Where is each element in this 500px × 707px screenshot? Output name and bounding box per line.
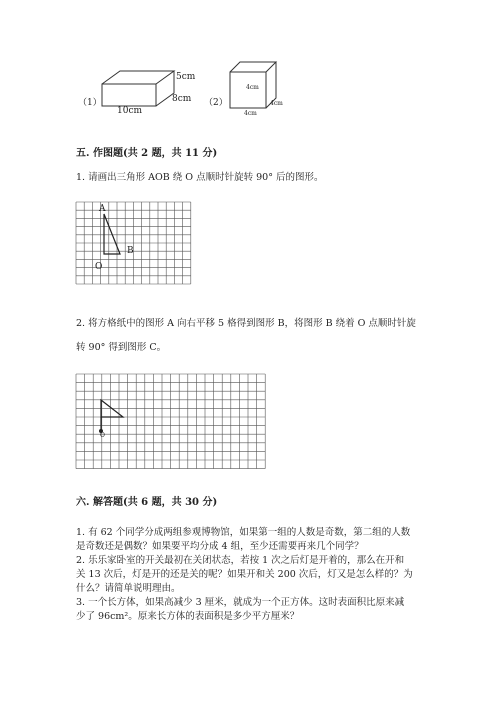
cuboid-figure [100, 68, 180, 108]
question-6-2-line1: 2. 乐乐家卧室的开关最初在关闭状态，若按 1 次之后灯是开着的，那么在开和 [76, 555, 405, 566]
grid1-label-o: O [95, 262, 103, 272]
question-5-2-line1: 2. 将方格纸中的图形 A 向右平移 5 格得到图形 B，将图形 B 绕着 O 点顺时针旋 [76, 318, 416, 329]
grid-5-2 [76, 374, 272, 474]
cube-bottom-label: 4cm [244, 110, 257, 117]
question-6-3-line1: 3. 一个长方体，如果高减少 3 厘米，就成为一个正方体。这时表面积比原来减 [76, 597, 405, 608]
question-5-2-line2: 转 90° 得到图形 C。 [76, 342, 167, 353]
cuboid-height-label: 5cm [176, 72, 196, 82]
figure-2-number: （2） [204, 98, 228, 108]
question-5-1: 1. 请画出三角形 AOB 绕 O 点顺时针旋转 90° 后的图形。 [76, 172, 324, 183]
question-6-2-line3: 什么？请简单说明理由。 [76, 583, 181, 594]
cuboid-length-label: 10cm [117, 106, 143, 116]
grid2-label-o: O [100, 432, 105, 439]
question-6-1-line2: 是奇数还是偶数？如果要平均分成 4 组，至少还需要再来几个同学？ [76, 541, 364, 552]
question-6-2-line2: 关 13 次后，灯是开的还是关的呢？如果开和关 200 次后，灯又是怎么样的？为 [76, 569, 413, 580]
grid1-label-b: B [127, 246, 134, 256]
grid-5-1 [76, 202, 196, 292]
question-6-3-line2: 少了 96cm²。原来长方体的表面积是多少平方厘米？ [76, 611, 300, 622]
cube-face-label: 4cm [246, 84, 259, 91]
cube-depth-label: 4cm [270, 100, 283, 107]
grid1-label-a: A [99, 204, 106, 214]
section-5-title: 五. 作图题(共 2 题，共 11 分) [76, 148, 218, 159]
question-6-1-line1: 1. 有 62 个同学分成两组参观博物馆，如果第一组的人数是奇数，第二组的人数 [76, 527, 411, 538]
cuboid-width-label: 8cm [172, 94, 192, 104]
section-6-title: 六. 解答题(共 6 题，共 30 分) [76, 497, 218, 508]
figure-1-number: （1） [78, 98, 102, 108]
